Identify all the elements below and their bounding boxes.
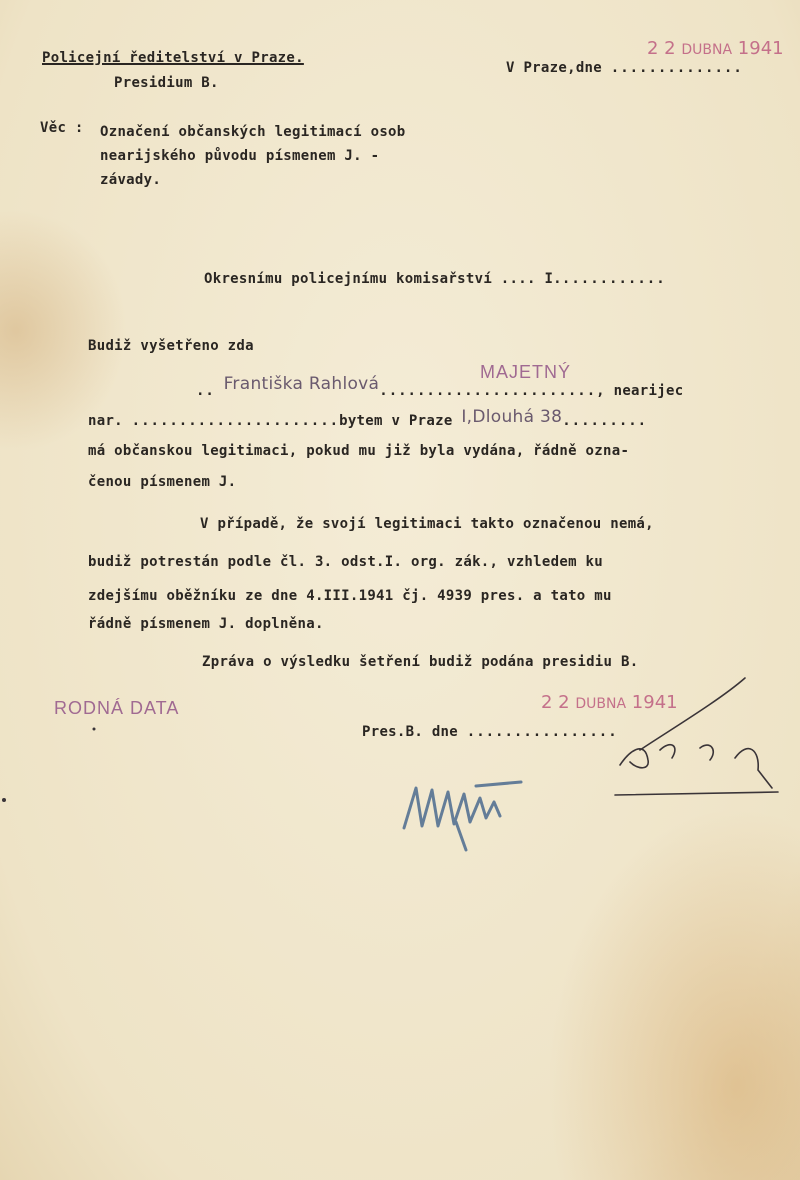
body-name-line: .. Františka Rahlová......................., nearijec — [196, 374, 684, 399]
addressee: Okresnímu policejnímu komisařství .... I............ — [204, 271, 666, 287]
stamp-majetny: MAJETNÝ — [480, 362, 572, 382]
subject-line-1: Označení občanských legitimací osob — [100, 124, 406, 140]
stray-mark — [0, 795, 10, 805]
place-date-label: V Praze,dne .............. — [506, 60, 743, 76]
subject-line-3: závady. — [100, 172, 162, 188]
subject-label: Věc : — [40, 120, 84, 136]
para2-line-3: zdejšímu oběžníku ze dne 4.III.1941 čj. 4939 pres. a tato mu — [88, 588, 612, 604]
signature-mark — [600, 670, 790, 800]
pres-date-line: Pres.B. dne ................ — [362, 724, 618, 740]
para2-line-2: budiž potrestán podle čl. 3. odst.I. org. zák., vzhledem ku — [88, 554, 603, 570]
body-intro: Budiž vyšetřeno zda — [88, 338, 254, 354]
person-name: Františka Rahlová — [223, 374, 380, 394]
date-stamp-top: 2 2 DUBNA 1941 — [647, 38, 784, 59]
stamp-rodna-data: RODNÁ DATA — [54, 698, 180, 718]
pencil-scribble-mark — [396, 778, 526, 858]
subject-line-2: nearijského původu písmenem J. - — [100, 148, 380, 164]
date-stamp-bottom: 2 2 DUBNA 1941 — [541, 692, 678, 713]
para2-line-4: řádně písmenem J. doplněna. — [88, 616, 324, 632]
para2-line-1: V případě, že svojí legitimaci takto označenou nemá, — [200, 516, 654, 532]
stray-dot — [90, 725, 98, 733]
office-name: Policejní ředitelství v Praze. — [42, 50, 304, 66]
body-line-4: čenou písmenem J. — [88, 474, 237, 490]
body-born-line: nar. ......................bytem v Praze I,Dlouhá 38......... — [88, 407, 648, 429]
address-handwritten: I,Dlouhá 38 — [461, 407, 563, 427]
body-line-3: má občanskou legitimaci, pokud mu již byla vydána, řádně ozna- — [88, 443, 630, 459]
report-line: Zpráva o výsledku šetření budiž podána presidiu B. — [202, 654, 639, 670]
department-name: Presidium B. — [114, 75, 219, 91]
